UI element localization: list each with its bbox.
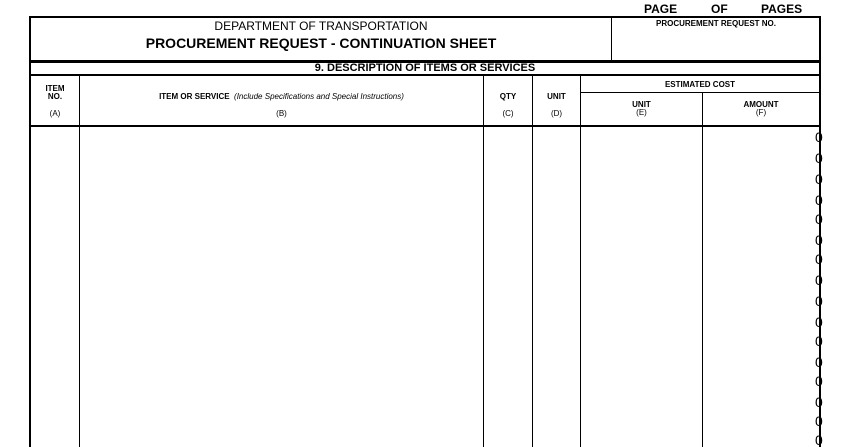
item-service-column-field[interactable] <box>80 127 483 447</box>
pages-label: PAGES <box>761 2 803 16</box>
amount-value[interactable]: 0 <box>815 294 823 308</box>
col-header-item-service <box>80 93 483 101</box>
amount-value[interactable]: 0 <box>815 151 823 165</box>
col-code-e: (E) <box>636 108 647 117</box>
page-label: PAGE <box>644 2 678 16</box>
amount-value[interactable]: 0 <box>815 315 823 329</box>
form-title: PROCUREMENT REQUEST - CONTINUATION SHEET <box>145 35 497 51</box>
amount-value[interactable]: 0 <box>815 334 823 348</box>
estimated-cost-rule <box>580 92 820 93</box>
amount-value[interactable]: 0 <box>815 355 823 369</box>
col-header-unit-cost: UNIT <box>632 100 651 109</box>
amount-value[interactable]: 0 <box>815 273 823 287</box>
amount-value[interactable]: 0 <box>815 172 823 186</box>
col-code-b: (B) <box>276 109 287 118</box>
amount-value[interactable]: 0 <box>815 374 823 388</box>
col-header-item-no-line1: ITEM <box>45 84 65 93</box>
unit-column-field[interactable] <box>533 127 580 447</box>
col-code-a: (A) <box>49 109 61 118</box>
col-header-item-no-line2: NO. <box>47 92 63 101</box>
section-heading: 9. DESCRIPTION OF ITEMS OR SERVICES <box>314 62 536 74</box>
amount-value[interactable]: 0 <box>815 414 823 428</box>
of-label: OF <box>711 2 728 16</box>
item-service-note: (Include Specifications and Special Instructions) <box>234 92 404 101</box>
col-header-qty: QTY <box>499 92 517 101</box>
qty-column-field[interactable] <box>484 127 532 447</box>
col-header-unit: UNIT <box>547 92 566 101</box>
amount-value[interactable]: 0 <box>815 233 823 247</box>
amount-value[interactable]: 0 <box>815 433 823 447</box>
request-no-label: PROCUREMENT REQUEST NO. <box>655 19 776 28</box>
col-divider-unit-cost <box>702 93 703 447</box>
amount-value[interactable]: 0 <box>815 395 823 409</box>
col-code-f: (F) <box>755 108 767 117</box>
request-no-field[interactable] <box>616 31 814 57</box>
amount-value[interactable]: 0 <box>815 193 823 207</box>
amount-value[interactable]: 0 <box>815 252 823 266</box>
amount-value[interactable]: 0 <box>815 212 823 226</box>
col-header-amount: AMOUNT <box>743 100 779 109</box>
item-service-label: ITEM OR SERVICE <box>159 92 230 101</box>
department-name: DEPARTMENT OF TRANSPORTATION <box>214 19 428 33</box>
item-no-column-field[interactable] <box>31 127 79 447</box>
amount-value[interactable]: 0 <box>815 130 823 144</box>
col-code-c: (C) <box>502 109 514 118</box>
title-block-divider <box>611 16 612 62</box>
unit-cost-column-field[interactable] <box>581 127 702 447</box>
col-code-d: (D) <box>550 109 563 118</box>
col-header-estimated-cost: ESTIMATED COST <box>664 80 736 89</box>
